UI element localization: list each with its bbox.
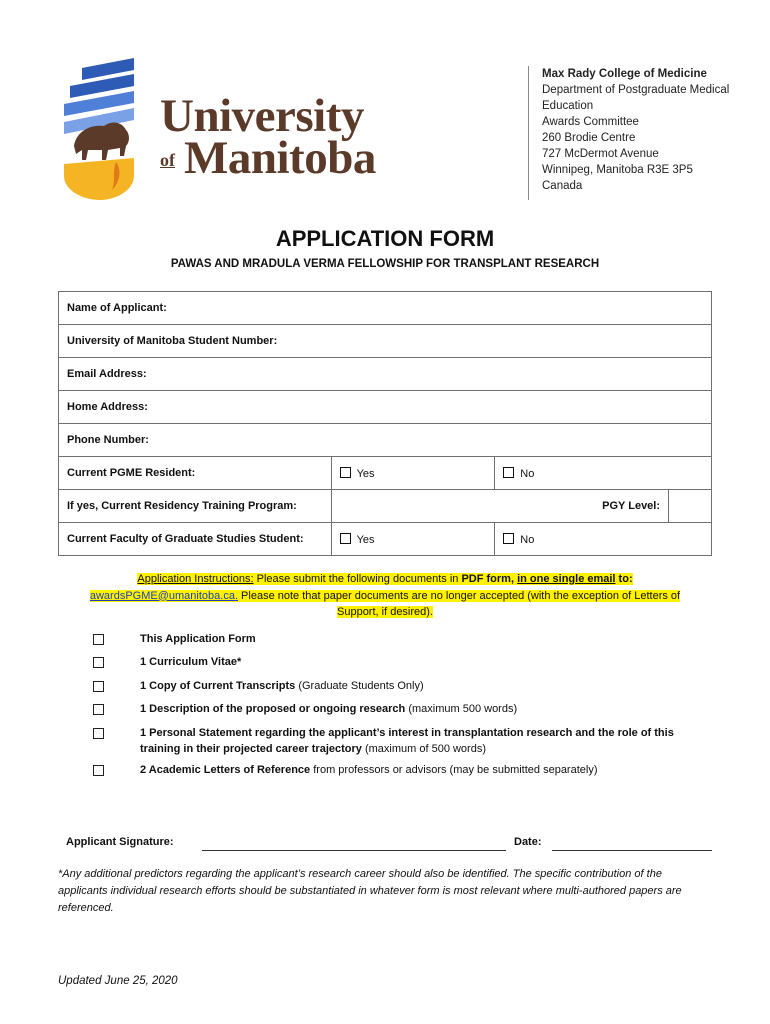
table-row (59, 292, 712, 325)
address-line: Department of Postgraduate Medical (542, 84, 730, 96)
logo-word-manitoba: Manitoba (184, 132, 376, 184)
logo-word-university: University (160, 90, 364, 142)
instructions-text: Please submit the following documents in (253, 573, 462, 585)
address-line: Max Rady College of Medicine (542, 68, 707, 80)
form-subtitle: PAWAS AND MRADULA VERMA FELLOWSHIP FOR TRANSPLANT RESEARCH (170, 258, 600, 270)
checklist-item (140, 654, 700, 670)
pgy-level-label: PGY Level: (591, 490, 669, 523)
checklist-item (140, 701, 700, 717)
residency-program-label: If yes, Current Residency Training Program: (59, 490, 332, 523)
updated-date: Updated June 25, 2020 (58, 975, 178, 987)
residency-program-field[interactable] (331, 490, 591, 523)
table-row (59, 391, 712, 424)
table-row (59, 523, 712, 556)
pgme-resident-no[interactable] (495, 457, 712, 490)
address-line: 727 McDermot Avenue (542, 148, 659, 160)
pgy-level-field[interactable] (669, 490, 712, 523)
form-title: APPLICATION FORM (275, 226, 495, 251)
checklist-item (140, 725, 700, 757)
pgme-resident-label: Current PGME Resident: (59, 457, 332, 490)
address-line: Education (542, 100, 594, 112)
department-address (542, 66, 729, 194)
table-row (59, 358, 712, 391)
address-line: 260 Brodie Centre (542, 132, 636, 144)
date-label: Date: (514, 836, 542, 848)
checklist-item-note: (Graduate Students Only) (295, 680, 424, 692)
checklist-item-title: This Application Form (140, 633, 256, 645)
phone-number-field[interactable] (59, 424, 712, 457)
option-label: No (520, 533, 535, 546)
checklist-item-title: 1 Copy of Current Transcripts (140, 680, 296, 692)
table-row (59, 325, 712, 358)
date-line[interactable] (552, 850, 712, 851)
awards-email-link[interactable]: awardsPGME@umanitoba.ca. (89, 589, 238, 602)
checkbox-icon[interactable] (340, 467, 351, 478)
checklist-checkbox[interactable] (93, 681, 104, 692)
checklist-item-title: 2 Academic Letters of Reference (140, 764, 311, 776)
table-row (59, 490, 712, 523)
checklist-item (140, 678, 700, 694)
instructions-to: to: (615, 573, 633, 585)
table-row (59, 457, 712, 490)
fgs-student-label: Current Faculty of Graduate Studies Student: (59, 523, 332, 556)
checklist-item (140, 762, 700, 778)
home-address-field[interactable] (59, 391, 712, 424)
checklist-item (140, 631, 700, 647)
signature-line[interactable] (202, 850, 506, 851)
pgme-resident-yes[interactable] (331, 457, 495, 490)
name-of-applicant-field[interactable] (59, 292, 712, 325)
student-number-field[interactable] (59, 325, 712, 358)
address-line: Awards Committee (542, 116, 639, 128)
checklist-item-title: 1 Personal Statement regarding the applicant’s interest in transplantation research and the role of this training in their projected career trajectory (140, 727, 674, 755)
address-line: Canada (542, 180, 583, 192)
signature-label: Applicant Signature: (66, 836, 174, 848)
checklist-checkbox[interactable] (93, 765, 104, 776)
address-divider (528, 66, 529, 200)
checklist-checkbox[interactable] (93, 728, 104, 739)
instructions-text: Please note that paper documents are no longer accepted (with the exception of Letters of Support, if desired). (238, 589, 681, 618)
fgs-student-no[interactable] (495, 523, 712, 556)
checklist-item-note: from professors or advisors (may be submitted separately) (310, 764, 598, 776)
field-label: Phone Number: (67, 434, 149, 446)
checklist-item-title: 1 Curriculum Vitae* (140, 656, 242, 668)
fgs-student-yes[interactable] (331, 523, 495, 556)
address-line: Winnipeg, Manitoba R3E 3P5 (542, 164, 693, 176)
option-label: Yes (356, 533, 375, 546)
checklist-checkbox[interactable] (93, 634, 104, 645)
email-address-field[interactable] (59, 358, 712, 391)
logo-word-of: of (160, 150, 175, 170)
checklist-checkbox[interactable] (93, 657, 104, 668)
application-instructions (70, 571, 700, 621)
option-label: No (520, 467, 535, 480)
checkbox-icon[interactable] (503, 467, 514, 478)
checkbox-icon[interactable] (340, 533, 351, 544)
checklist-item-title: 1 Description of the proposed or ongoing research (140, 703, 406, 715)
field-label: Home Address: (67, 401, 148, 413)
field-label: University of Manitoba Student Number: (67, 335, 278, 347)
instructions-label: Application Instructions: (137, 573, 254, 585)
instructions-one-email: in one single email (517, 573, 616, 585)
checkbox-icon[interactable] (503, 533, 514, 544)
footnote: *Any additional predictors regarding the applicant’s research career should also be identified. The specific contribution of the applicants individual research efforts should be substantiated in whatever form is most relevant where multi-authored papers are referenced. (58, 868, 682, 914)
field-label: Email Address: (67, 368, 147, 380)
checklist-item-note: (maximum of 500 words) (361, 743, 486, 755)
table-row (59, 424, 712, 457)
applicant-info-table (58, 291, 712, 556)
instructions-pdf-form: PDF form, (461, 573, 515, 585)
option-label: Yes (356, 467, 375, 480)
checklist-checkbox[interactable] (93, 704, 104, 715)
checklist-item-note: (maximum 500 words) (405, 703, 518, 715)
university-of-manitoba-logo (60, 58, 140, 200)
field-label: Name of Applicant: (67, 302, 167, 314)
